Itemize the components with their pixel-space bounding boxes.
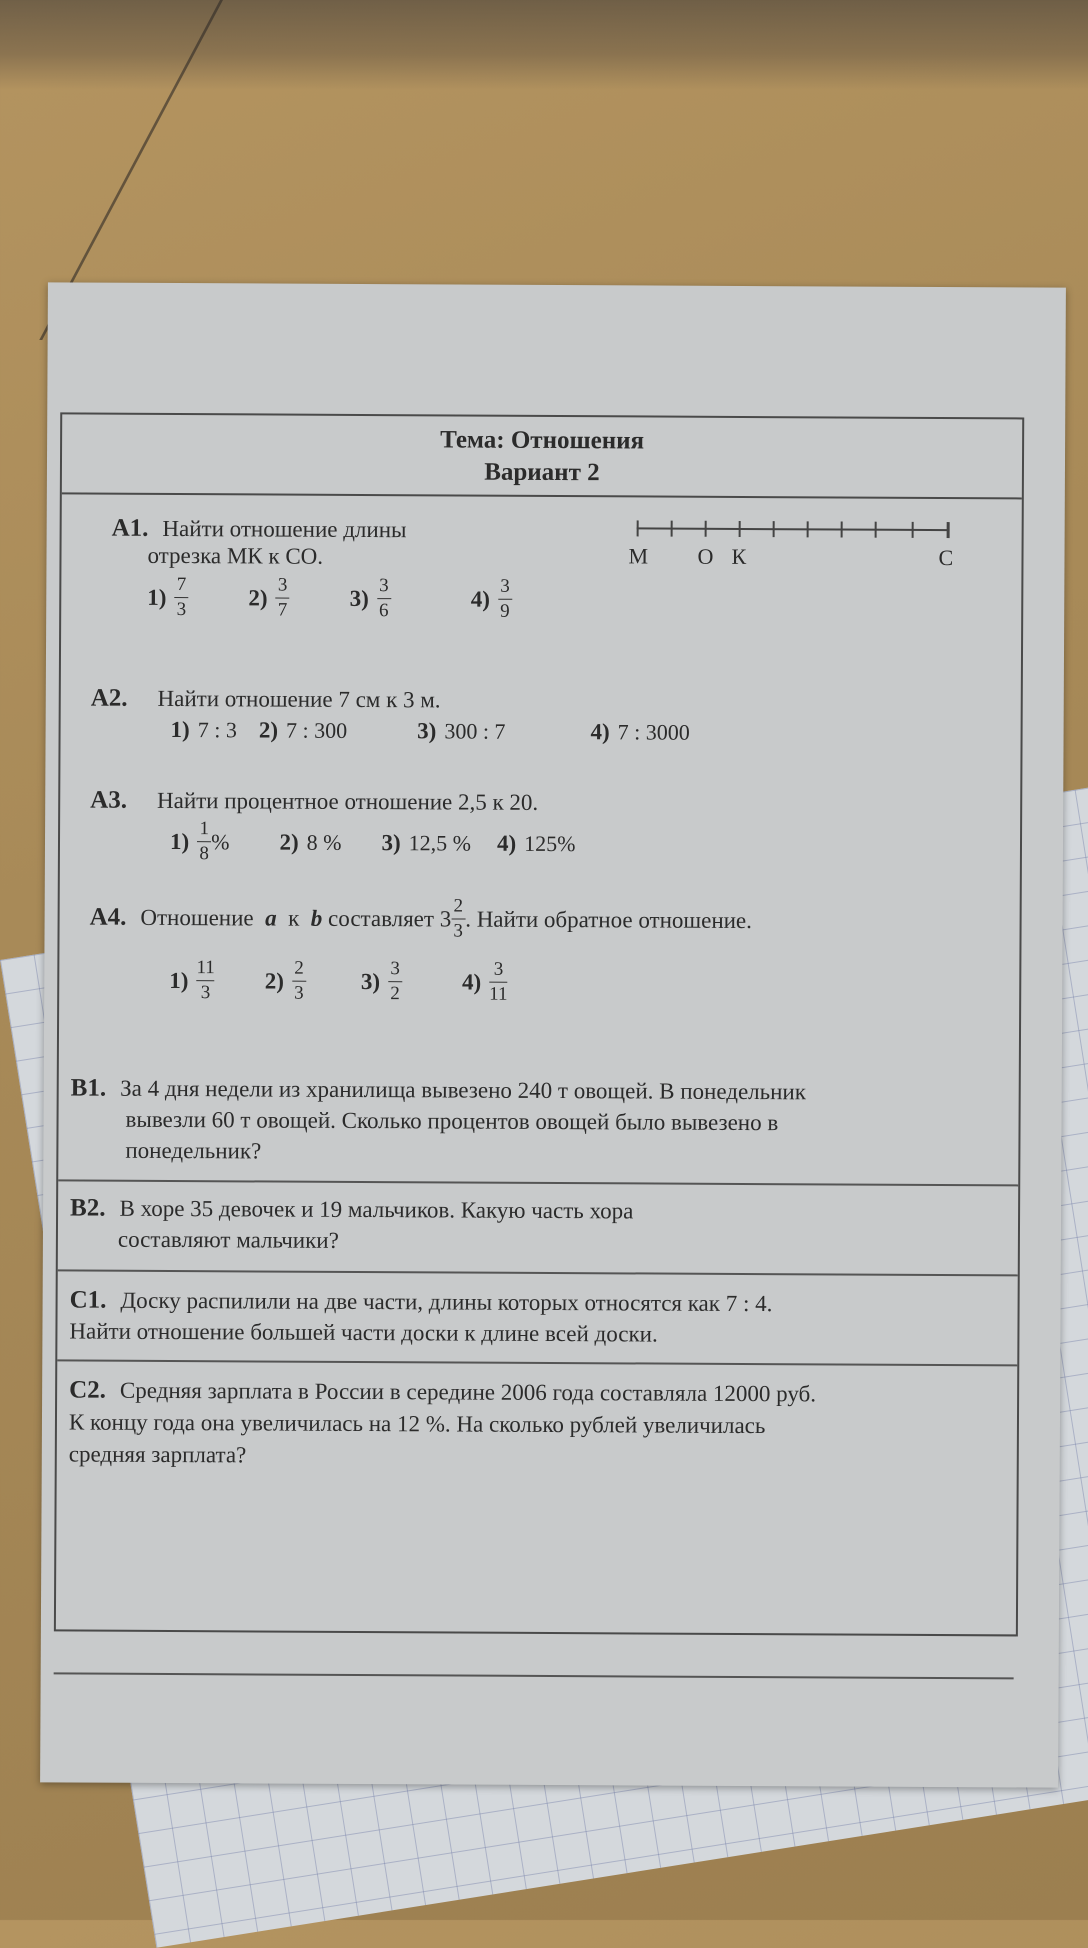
tick-mark xyxy=(841,521,843,537)
tick-mark xyxy=(875,522,877,538)
question-label: В2. xyxy=(70,1194,106,1222)
point-label-m: М xyxy=(628,543,649,569)
bottom-rule xyxy=(54,1672,1014,1679)
question-text: Найти отношение 7 см к 3 м. xyxy=(157,685,441,713)
answer-option[interactable]: 2) 8 % xyxy=(279,829,342,855)
section-divider xyxy=(58,1269,1018,1276)
worksheet-header xyxy=(62,414,1022,499)
question-c1: С1. Доску распилили на две части, длины которых относятся как 7 : 4. Найти отношение большей части доски к длине всей доски. xyxy=(69,1286,773,1347)
question-b2: В2. В хоре 35 девочек и 19 мальчиков. Какую часть хора составляют мальчики? xyxy=(70,1194,634,1253)
variable-b: b xyxy=(310,905,323,931)
question-text: Найти отношение длины xyxy=(162,515,407,543)
tick-mark xyxy=(739,521,741,537)
answer-option[interactable]: 1) $\frac{7}{3}$ xyxy=(147,575,188,620)
question-text: Найти процентное отношение 2,5 к 20. xyxy=(156,787,539,815)
point-label-k: К xyxy=(731,543,747,570)
answer-option[interactable]: 3) 12,5 % xyxy=(381,829,472,856)
fraction: $\frac{3}{11}$ xyxy=(489,958,508,1005)
fraction: $\frac{2}{3}$ xyxy=(292,959,306,1004)
answer-option[interactable]: 3) 300 : 7 xyxy=(417,718,506,744)
question-a4: А4. Отношение a к b составляет 3 $\frac{2}{3}$ . Найти обратное отношение. 1) $\frac{11}{3}$ 2) $\frac{2}{3}$ 3) $\frac{3}{2}$ 4) $\frac{3}{11}$ xyxy=(89,895,1010,1008)
answer-option[interactable]: 2) $\frac{3}{7}$ xyxy=(248,575,289,620)
fraction: $\frac{7}{3}$ xyxy=(174,575,188,620)
answer-options xyxy=(171,717,991,747)
answer-option[interactable]: 3) $\frac{3}{6}$ xyxy=(350,576,391,621)
tick-mark xyxy=(947,522,950,538)
answer-option[interactable]: 1) $\frac{1}{8}$ % xyxy=(169,818,230,865)
answer-option[interactable]: 2) $\frac{2}{3}$ xyxy=(265,958,306,1003)
question-label: А2. xyxy=(90,684,128,712)
question-label: А4. xyxy=(89,903,127,931)
question-c2: С2. Средняя зарплата в России в середине 2006 года составляла 12000 руб. К концу года она увеличилась на 12 %. На сколько рублей увеличилась средняя зарплата? xyxy=(68,1376,817,1468)
fraction: $\frac{3}{2}$ xyxy=(388,959,402,1004)
answer-options xyxy=(170,819,990,868)
topic-title: Тема: Отношения xyxy=(440,426,645,455)
tick-mark xyxy=(773,521,775,537)
question-label: В1. xyxy=(70,1074,107,1102)
answer-option[interactable]: 2) 7 : 300 xyxy=(258,717,348,743)
section-divider xyxy=(58,1179,1018,1186)
answer-option[interactable]: 1) 7 : 3 xyxy=(170,716,237,743)
number-line-diagram xyxy=(628,517,956,579)
question-label: А3. xyxy=(90,786,128,814)
section-divider xyxy=(57,1359,1017,1366)
answer-option[interactable]: 4) $\frac{3}{9}$ xyxy=(471,577,512,622)
worksheet-frame xyxy=(54,412,1024,1636)
question-b1: В1. За 4 дня недели из хранилища вывезено 240 т овощей. В понедельник вывезли 60 т овощей. Сколько процентов овощей было вывезено в понедельник? xyxy=(70,1074,807,1164)
fraction: $\frac{1}{8}$ xyxy=(197,819,211,864)
question-label: А1. xyxy=(111,514,149,542)
fraction: $\frac{3}{6}$ xyxy=(377,576,391,621)
tick-mark xyxy=(807,521,809,537)
tick-mark xyxy=(637,520,639,536)
question-text-line2: отрезка МК к СО. xyxy=(147,542,324,569)
fraction: $\frac{3}{7}$ xyxy=(276,576,290,621)
answer-options xyxy=(147,575,1011,625)
fraction: $\frac{11}{3}$ xyxy=(196,957,215,1004)
point-label-c: С xyxy=(938,545,954,571)
tick-mark xyxy=(912,522,914,538)
answer-option[interactable]: 1) $\frac{11}{3}$ xyxy=(169,957,215,1004)
question-label: С2. xyxy=(69,1376,107,1404)
answer-options xyxy=(169,958,1009,1007)
mixed-number: 3 $\frac{2}{3}$ xyxy=(440,896,466,941)
point-label-o: О xyxy=(697,543,714,569)
question-a2 xyxy=(91,685,991,748)
fraction: $\frac{3}{9}$ xyxy=(498,577,512,622)
answer-option[interactable]: 4) $\frac{3}{11}$ xyxy=(462,958,508,1005)
tick-mark xyxy=(705,521,707,537)
question-label: С1. xyxy=(69,1286,107,1314)
variant-title: Вариант 2 xyxy=(484,458,600,487)
number-line xyxy=(637,527,949,531)
answer-option[interactable]: 4) 7 : 3000 xyxy=(590,719,690,745)
variable-a: a xyxy=(265,904,277,931)
question-a3 xyxy=(90,787,990,869)
worksheet-paper xyxy=(40,282,1066,1787)
answer-option[interactable]: 3) $\frac{3}{2}$ xyxy=(361,959,402,1004)
tick-mark xyxy=(671,521,673,537)
answer-option[interactable]: 4) 125% xyxy=(496,830,576,856)
